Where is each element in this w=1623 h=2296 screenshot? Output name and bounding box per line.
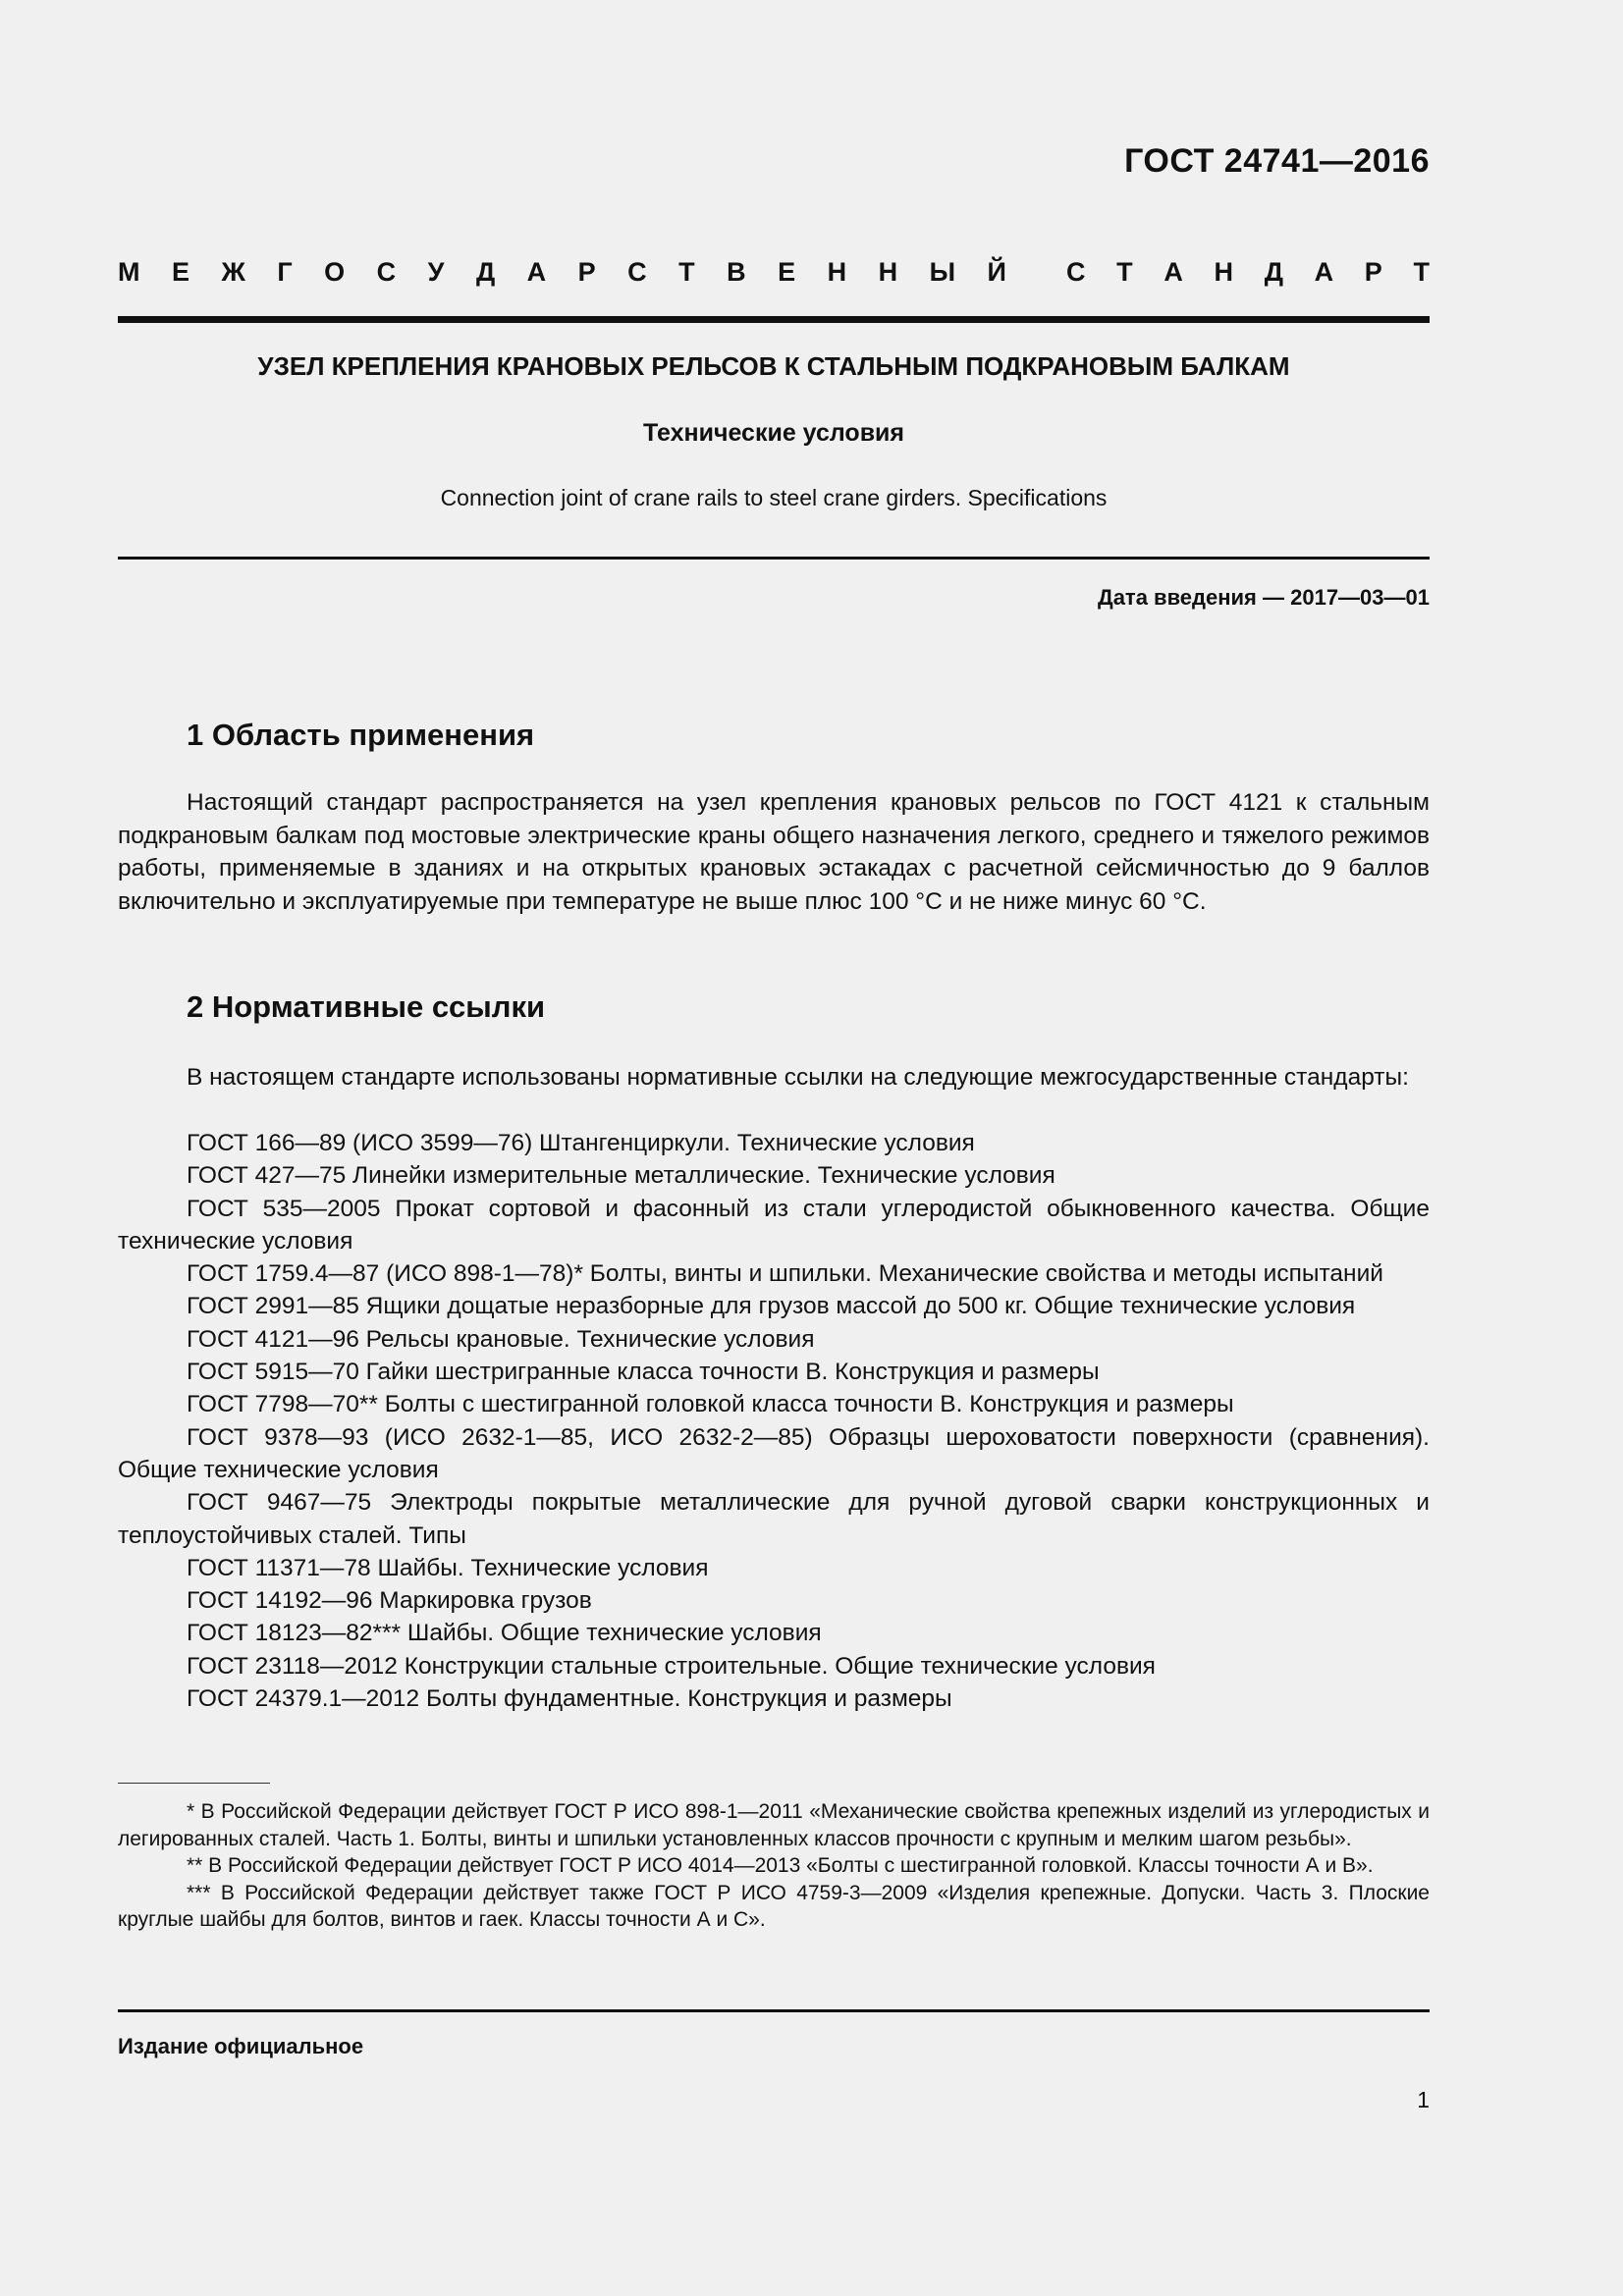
banner-letter: Ж — [221, 257, 245, 287]
footnotes — [118, 1798, 1430, 1934]
reference-item: ГОСТ 24379.1—2012 Болты фундаментные. Конструкция и размеры — [187, 1685, 952, 1713]
banner-letter: Й — [987, 257, 1006, 287]
reference-item: ГОСТ 535—2005 Прокат сортовой и фасонный из стали углеродистой обыкновенного качества. Общие технические условия — [118, 1195, 1430, 1255]
footnote-item: *** В Российской Федерации действует также ГОСТ Р ИСО 4759-3—2009 «Изделия крепежные. Допуски. Часть 3. Плоские круглые шайбы для болтов, винтов и гаек. Классы точности А и С». — [118, 1881, 1430, 1932]
official-edition-label: Издание официальное — [118, 2034, 364, 2058]
header-divider-thick — [118, 316, 1430, 323]
footer-divider — [118, 2009, 1430, 2012]
references-list — [118, 1127, 1430, 1715]
banner-letter: Е — [171, 257, 189, 287]
english-title: Connection joint of crane rails to steel crane girders. Specifications — [440, 485, 1108, 510]
banner-letter: М — [118, 257, 140, 287]
banner-letter: Т — [1413, 257, 1430, 287]
banner-letter: Д — [1264, 257, 1283, 287]
banner-letter: С — [1066, 257, 1086, 287]
banner-word-interstate — [118, 257, 1006, 288]
reference-item: ГОСТ 2991—85 Ящики дощатые неразборные для грузов массой до 500 кг. Общие технические условия — [187, 1293, 1356, 1320]
reference-item: ГОСТ 9467—75 Электроды покрытые металлические для ручной дуговой сварки конструкционных и теплоустойчивых сталей. Типы — [118, 1489, 1430, 1549]
banner-letter: Р — [1364, 257, 1382, 287]
banner-letter: Д — [475, 257, 496, 287]
document-subtitle: Технические условия — [642, 419, 905, 447]
reference-item: ГОСТ 5915—70 Гайки шестригранные класса точности В. Конструкция и размеры — [187, 1359, 1100, 1386]
reference-item: ГОСТ 1759.4—87 (ИСО 898-1—78)* Болты, винты и шпильки. Механические свойства и методы испытаний — [187, 1260, 1383, 1288]
banner-letter: А — [1314, 257, 1334, 287]
banner-letter: О — [324, 257, 346, 287]
banner-letter: Е — [778, 257, 796, 287]
footnote-separator — [118, 1783, 270, 1784]
page-number: 1 — [1417, 2087, 1430, 2112]
banner-letter: Н — [1214, 257, 1234, 287]
banner-letter: С — [627, 257, 647, 287]
banner-letter: Т — [678, 257, 695, 287]
reference-item: ГОСТ 9378—93 (ИСО 2632-1—85, ИСО 2632-2—85) Образцы шероховатости поверхности (сравнения). Общие технические условия — [118, 1423, 1430, 1483]
footnote-item: * В Российской Федерации действует ГОСТ Р ИСО 898-1—2011 «Механические свойства крепежных изделий из углеродистых и легированных сталей. Часть 1. Болты, винты и шпильки установленных классов прочности с крупным и мелким шагом резьбы». — [118, 1800, 1430, 1850]
reference-item: ГОСТ 166—89 (ИСО 3599—76) Штангенциркули. Технические условия — [187, 1130, 975, 1156]
banner-letter: Т — [1116, 257, 1133, 287]
reference-item: ГОСТ 18123—82*** Шайбы. Общие технические условия — [187, 1620, 822, 1647]
reference-item: ГОСТ 427—75 Линейки измерительные металлические. Технические условия — [187, 1162, 1055, 1190]
banner-word-standard — [1066, 257, 1430, 288]
interstate-standard-banner — [118, 257, 1430, 288]
section-text-references: В настоящем стандарте использованы нормативные ссылки на следующие межгосударственные стандарты: — [187, 1064, 1409, 1091]
section-text-scope: Настоящий стандарт распространяется на узел крепления крановых рельсов по ГОСТ 4121 к стальным подкрановым балкам под мостовые электрические краны общего назначения легкого, среднего и тяжелого режимов работы, применяемые в зданиях и на открытых крановых эстакадах с расчетной сейсмичностью до 9 баллов включительно и эксплуатируемые при температуре не выше плюс 100 °С и не ниже минус 60 °С. — [118, 789, 1430, 915]
banner-letter: Г — [277, 257, 293, 287]
reference-item: ГОСТ 11371—78 Шайбы. Технические условия — [187, 1554, 709, 1581]
banner-letter: Н — [878, 257, 898, 287]
date-of-introduction: Дата введения — 2017—03—01 — [1098, 585, 1430, 610]
banner-letter: А — [1163, 257, 1183, 287]
reference-item: ГОСТ 7798—70** Болты с шестигранной головкой класса точности В. Конструкция и размеры — [187, 1391, 1234, 1418]
reference-item: ГОСТ 4121—96 Рельсы крановые. Технические условия — [187, 1325, 815, 1353]
banner-letter: А — [526, 257, 547, 287]
document-title: УЗЕЛ КРЕПЛЕНИЯ КРАНОВЫХ РЕЛЬСОВ К СТАЛЬНЫМ ПОДКРАНОВЫМ БАЛКАМ — [257, 351, 1290, 381]
banner-letter: Ы — [929, 257, 956, 287]
banner-letter: Н — [827, 257, 847, 287]
banner-letter: У — [427, 257, 445, 287]
title-divider — [118, 557, 1430, 560]
section-heading-references: 2 Нормативные ссылки — [187, 989, 546, 1024]
footnote-item: ** В Российской Федерации действует ГОСТ Р ИСО 4014—2013 «Болты с шестигранной головкой. Классы точности А и В». — [187, 1854, 1374, 1878]
reference-item: ГОСТ 23118—2012 Конструкции стальные строительные. Общие технические условия — [187, 1652, 1156, 1680]
banner-letter: В — [727, 257, 746, 287]
reference-item: ГОСТ 14192—96 Маркировка грузов — [187, 1587, 592, 1615]
banner-letter: Р — [577, 257, 596, 287]
section-heading-scope: 1 Область применения — [187, 718, 535, 752]
banner-letter: С — [376, 257, 397, 287]
standard-code: ГОСТ 24741—2016 — [1124, 142, 1430, 180]
